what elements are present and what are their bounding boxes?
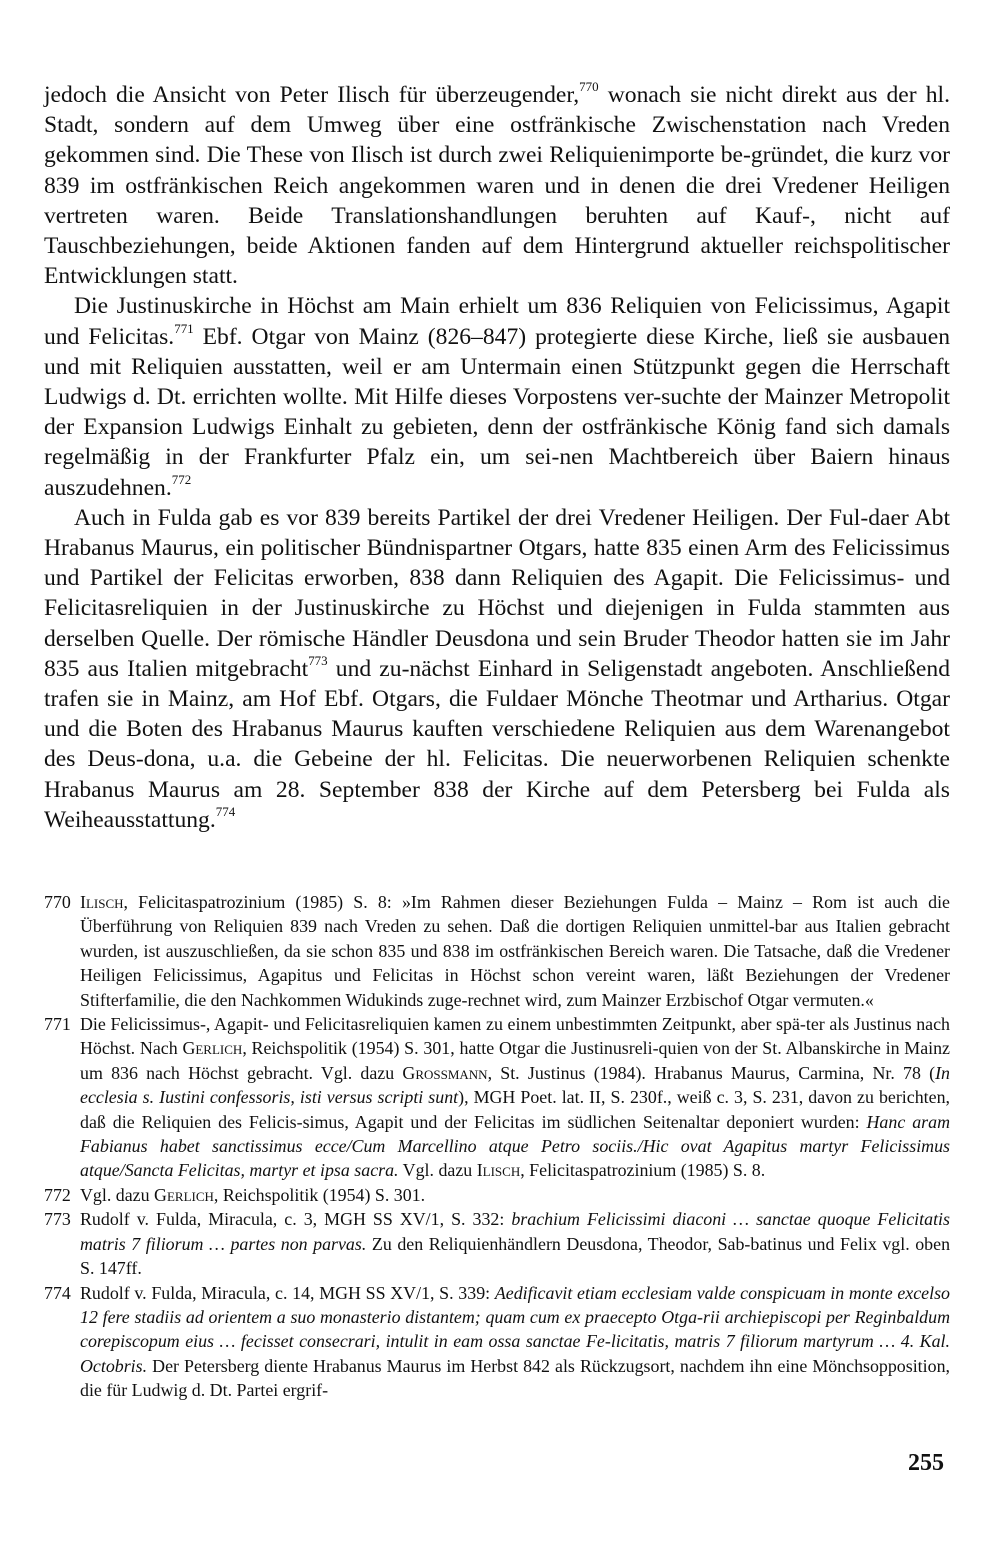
author-name: Gerlich (154, 1184, 214, 1205)
text-run: Die Justinuskirche in Höchst am Main erhielt um 836 Reliquien von Felicissimus, Agapit und Felicitas. (44, 293, 950, 350)
text-run: Rudolf v. Fulda, Miracula, c. 3, MGH SS XV/1, S. 332: (80, 1209, 512, 1230)
footnote-ref-773[interactable]: 773 (308, 653, 328, 669)
paragraph-2 (44, 291, 950, 502)
text-run: , Felicitaspatrozinium (1985) S. 8. (520, 1160, 766, 1181)
footnote-770 (44, 890, 950, 1012)
text-run: Auch in Fulda gab es vor 839 bereits Partikel der drei Vredener Heiligen. Der Ful-daer Abt Hrabanus Maurus, ein politischer Bündnispartner Otgars, hatte 835 einen Arm des Felicissimus und Partikel der Felicitas erworben, 838 dann Reliquien des Agapit. Die Felicissimus- und Felicitasreliquien in der Justinuskirche zu Höchst und diejenigen in Fulda stammten aus derselben Quelle. Der römische Händler Deusdona und sein Bruder Theodor hatten sie im Jahr 835 aus Italien mitgebracht (44, 504, 950, 682)
text-run: und zu-nächst Einhard in Seligenstadt angeboten. Anschließend trafen sie in Mainz, am Hof Ebf. Otgars, die Fuldaer Mönche Theotmar und Artharius. Otgar und die Boten des Hrabanus Maurus kauften verschiedene Reliquien aus dem Warenangebot des Deus-dona, u.a. die Gebeine der hl. Felicitas. Die neuerworbenen Reliquien schenkte Hrabanus Maurus am 28. September 838 der Kirche auf dem Petersberg bei Fulda als Weiheausstattung. (44, 655, 951, 833)
footnote-ref-770[interactable]: 770 (579, 79, 599, 95)
author-name: Ilisch (80, 892, 124, 912)
text-run: Rudolf v. Fulda, Miracula, c. 14, MGH SS XV/1, S. 339: (80, 1282, 495, 1303)
text-run: Vgl. dazu (398, 1160, 477, 1181)
paragraph-1 (44, 80, 950, 291)
footnote-773 (44, 1207, 950, 1280)
footnotes (44, 890, 950, 1403)
text-run: Zu den Reliquienhändlern Deusdona, Theodor, Sab-batinus und Felix vgl. oben S. 147ff. (80, 1233, 951, 1279)
footnote-771 (44, 1012, 950, 1183)
author-name: Gerlich (182, 1038, 243, 1059)
text-run: wonach sie nicht direkt aus der hl. Stadt, sondern auf dem Umweg über eine ostfränkische Zwischenstation nach Vreden gekommen sind. Die These von Ilisch ist durch zwei Reliquienimporte be-gründet, die kurz vor 839 im ostfränkischen Reich angekommen waren und in denen die drei Vredener Heiligen vertreten waren. Beide Translationshandlungen beruhten auf Kauf-, nicht auf Tauschbeziehungen, beide Aktionen fanden auf dem Hintergrund aktueller reichspolitischer Entwicklungen statt. (44, 82, 950, 290)
footnote-ref-772[interactable]: 772 (171, 471, 192, 487)
footnote-text (80, 1207, 950, 1280)
text-run: Ebf. Otgar von Mainz (826–847) protegierte diese Kirche, ließ sie ausbauen und mit Reliquien ausstatten, weil er am Untermain einen Stützpunkt gegen die Herrschaft Ludwigs d. Dt. errichten wollte. Mit Hilfe dieses Vorpostens ver-suchte der Mainzer Metropolit der Expansion Ludwigs Einhalt zu gebieten, denn der ostfränkische König fand sich damals regelmäßig in der Frankfurter Pfalz ein, um sei-nen Machtbereich über Baiern hinaus auszudehnen. (44, 323, 950, 501)
italic-quote: Hanc aram Fabianus habet sanctissimus ecce/Cum Marcellino atque Petro sociis./Hic ovat Agapitus martyr Felicissimus atque/Sancta Felicitas, martyr et ipsa sacra. (80, 1111, 950, 1181)
footnote-772 (44, 1183, 950, 1207)
footnote-number: 774 (44, 1282, 71, 1303)
text-run: , Felicitaspatrozinium (1985) S. 8: »Im Rahmen dieser Beziehungen Fulda – Mainz – Rom ist auch die Überführung von Reliquien 839 nach Vreden zu sehen. Daß die dortigen Reliquien unmittel-bar aus Italien gebracht wurden, ist auszuschließen, da sie schon 835 und 838 im ostfränkischen Bereich waren. Die Tatsache, daß die Vredener Heiligen Felicissimus, Agapitus und Felicitas in Höchst schon vereint waren, läßt Beziehungen der Vredener Stifterfamilie, die den Nachkommen Widukinds zuge-rechnet wird, zum Mainzer Erzbischof Otgar vermuten.« (80, 892, 950, 1010)
text-run: , Reichspolitik (1954) S. 301, hatte Otgar die Justinusreli-quien von der St. Albanskirche in Mainz um 836 nach Höchst gebracht. Vgl. dazu (80, 1038, 950, 1083)
footnote-number: 772 (44, 1184, 71, 1205)
main-text (44, 80, 950, 835)
text-run: , St. Justinus (1984). Hrabanus Maurus, Carmina, Nr. 78 ( (487, 1062, 936, 1083)
text-run: Die Felicissimus-, Agapit- und Felicitasreliquien kamen zu einem unbestimmten Zeitpunkt, aber spä-ter als Justinus nach Höchst. Nach (80, 1014, 950, 1059)
author-name: Ilisch (476, 1160, 521, 1181)
italic-quote: Aedificavit etiam ecclesiam valde conspicuam in monte excelso 12 fere stadiis ad orientem a suo monasterio distantem; quam cum ex praecepto Otga-rii archiepiscopi per Reginbaldum corepiscopum eius … fecisset consecrari, intulit in eam ossa sanctae Fe-licitatis, matris 7 filiorum martyrum … 4. Kal. Octobris. (80, 1282, 950, 1376)
italic-quote: In ecclesia s. Iustini confessoris, isti versus scripti sunt (80, 1062, 950, 1108)
italic-quote: brachium Felicissimi diaconi … sanctae quoque Felicitatis matris 7 filiorum … partes non parvas. (80, 1209, 950, 1254)
footnote-ref-771[interactable]: 771 (174, 320, 194, 336)
footnote-text (80, 890, 950, 1012)
text-run: Vgl. dazu (80, 1184, 155, 1205)
footnote-774 (44, 1281, 950, 1403)
footnote-text (80, 1012, 950, 1183)
footnote-number: 770 (44, 892, 71, 912)
footnote-text (80, 1281, 950, 1403)
footnote-number: 773 (44, 1209, 71, 1230)
footnote-ref-774[interactable]: 774 (215, 804, 236, 820)
text-run: ), MGH Poet. lat. II, S. 230f., weiß c. 3, S. 231, davon zu berichten, daß die Reliquien des Felicis-simus, Agapit und der Felicitas im südlichen Seitenaltar deponiert wurden: (80, 1087, 950, 1132)
paragraph-3 (44, 503, 950, 835)
footnote-number: 771 (44, 1014, 71, 1035)
author-name: Grossmann (402, 1062, 488, 1083)
page-number: 255 (908, 1450, 944, 1476)
text-run: Der Petersberg diente Hrabanus Maurus im Herbst 842 als Rückzugsort, nachdem ihn eine Mönchsopposition, die für Ludwig d. Dt. Partei ergrif- (80, 1355, 950, 1401)
footnote-text (80, 1183, 950, 1207)
text-run: , Reichspolitik (1954) S. 301. (213, 1184, 426, 1205)
text-run: jedoch die Ansicht von Peter Ilisch für überzeugender, (44, 82, 580, 108)
